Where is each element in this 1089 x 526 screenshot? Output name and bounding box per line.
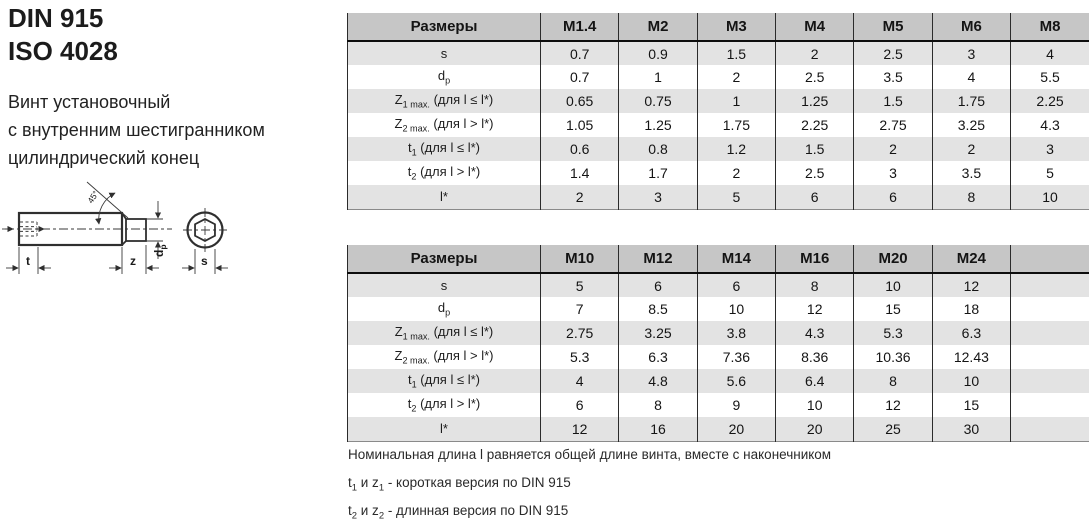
dimension-value: 3.5 — [854, 65, 932, 89]
dimension-row — [348, 273, 1089, 297]
dimension-value: 1 — [697, 89, 775, 113]
dimension-s — [182, 249, 228, 274]
dimension-value — [1011, 273, 1089, 297]
screw-side-view — [2, 182, 172, 274]
s-label: s — [201, 254, 208, 268]
dimension-row — [348, 417, 1089, 441]
dimension-value: 3 — [619, 185, 697, 209]
dimension-row — [348, 89, 1089, 113]
dimension-value: 1.5 — [776, 137, 854, 161]
angle-label: 45° — [85, 188, 101, 206]
dimension-row-label: l* — [348, 417, 541, 441]
dimension-value: 5 — [541, 273, 619, 297]
dimension-value: 2.5 — [776, 161, 854, 185]
dimension-row-label: s — [348, 273, 541, 297]
dimension-value: 5 — [1011, 161, 1089, 185]
dimension-value: 8.5 — [619, 297, 697, 321]
dimension-value: 4.3 — [776, 321, 854, 345]
dimension-value: 3.5 — [932, 161, 1010, 185]
dimensions-table-m1-4-to-m8 — [347, 11, 1089, 210]
dimension-value: 2.5 — [854, 41, 932, 65]
dimension-value: 9 — [697, 393, 775, 417]
dimension-value — [1011, 297, 1089, 321]
size-column-header: M16 — [776, 244, 854, 273]
note-long-version: $t_2$ и $z_2$ - длинная версия по DIN 915 — [348, 502, 569, 522]
dimension-value: 6 — [541, 393, 619, 417]
dimension-value: 4 — [541, 369, 619, 393]
dimension-value: 8.36 — [776, 345, 854, 369]
dimension-value: 7.36 — [697, 345, 775, 369]
dimension-value: 2 — [697, 161, 775, 185]
size-column-header: M12 — [619, 244, 697, 273]
dimension-value: 8 — [854, 369, 932, 393]
version-notes — [348, 472, 571, 526]
dimension-row — [348, 113, 1089, 137]
dimension-value — [1011, 417, 1089, 441]
dimension-value: 0.75 — [619, 89, 697, 113]
dimension-value: 10 — [932, 369, 1010, 393]
size-column-header: M10 — [541, 244, 619, 273]
dimension-value: 6 — [619, 273, 697, 297]
dimension-row — [348, 393, 1089, 417]
dimension-value: 8 — [619, 393, 697, 417]
dimension-value: 0.65 — [541, 89, 619, 113]
size-column-header: M4 — [776, 12, 854, 41]
dimension-value: 4.8 — [619, 369, 697, 393]
size-column-header: M3 — [697, 12, 775, 41]
dimension-value: 1.75 — [697, 113, 775, 137]
screw-end-view — [182, 208, 228, 274]
dimension-value: 5 — [697, 185, 775, 209]
dimension-value — [1011, 369, 1089, 393]
dimension-value: 5.3 — [541, 345, 619, 369]
dimension-value: 3 — [932, 41, 1010, 65]
dimension-value: 2.75 — [541, 321, 619, 345]
dimension-row-label: $Z_{1 max.}$ (для l ≤ l*) — [348, 321, 541, 345]
dimension-row — [348, 321, 1089, 345]
dimension-value: 0.7 — [541, 41, 619, 65]
standard-din: DIN 915 — [8, 3, 104, 33]
dimension-value: 1.75 — [932, 89, 1010, 113]
dimension-value: 0.9 — [619, 41, 697, 65]
dimension-row — [348, 185, 1089, 209]
dimension-value: 10 — [854, 273, 932, 297]
dimension-value: 6.4 — [776, 369, 854, 393]
dimension-value: 2 — [776, 41, 854, 65]
dimension-value: 20 — [776, 417, 854, 441]
dimension-value: 0.6 — [541, 137, 619, 161]
dimension-value: 2.5 — [776, 65, 854, 89]
z-label: z — [130, 254, 136, 268]
dimension-value: 0.8 — [619, 137, 697, 161]
dp-label: $d_p$ — [152, 244, 168, 257]
description-line-2: с внутренним шестигранником — [8, 120, 265, 140]
dimension-value: 1.05 — [541, 113, 619, 137]
dimension-value — [1011, 345, 1089, 369]
dimension-value: 3 — [1011, 137, 1089, 161]
dimension-value: 20 — [697, 417, 775, 441]
dimension-value: 1.25 — [776, 89, 854, 113]
dimension-value: 12 — [854, 393, 932, 417]
dimension-value: 1.5 — [697, 41, 775, 65]
dimension-row-label: $Z_{2 max.}$ (для l > l*) — [348, 345, 541, 369]
dimension-value: 3.25 — [619, 321, 697, 345]
dimension-value: 25 — [854, 417, 932, 441]
dimension-value: 2.75 — [854, 113, 932, 137]
dimension-row — [348, 345, 1089, 369]
dimension-row — [348, 161, 1089, 185]
dimension-value: 1.7 — [619, 161, 697, 185]
dimension-value: 6.3 — [619, 345, 697, 369]
dimension-value: 1 — [619, 65, 697, 89]
size-column-header — [1011, 244, 1089, 273]
dimension-value: 2 — [854, 137, 932, 161]
dimension-value: 4 — [1011, 41, 1089, 65]
dimension-row-label: $d_p$ — [348, 297, 541, 321]
size-column-header: M1.4 — [541, 12, 619, 41]
dimension-value: 12 — [541, 417, 619, 441]
dimension-row — [348, 297, 1089, 321]
dimension-value: 2 — [541, 185, 619, 209]
dimension-value: 6 — [776, 185, 854, 209]
dimension-value: 3 — [854, 161, 932, 185]
dimension-value: 1.25 — [619, 113, 697, 137]
dimension-value: 8 — [776, 273, 854, 297]
size-column-header: M14 — [697, 244, 775, 273]
dimension-value: 1.2 — [697, 137, 775, 161]
dimension-value: 12 — [932, 273, 1010, 297]
dimension-value: 0.7 — [541, 65, 619, 89]
dimension-row-label: $t_1$ (для l ≤ l*) — [348, 369, 541, 393]
size-column-header: M8 — [1011, 12, 1089, 41]
dog-point-tip — [126, 219, 146, 241]
table-corner-header: Размеры — [348, 12, 541, 41]
description-line-3: цилиндрический конец — [8, 148, 200, 168]
size-column-header: M2 — [619, 12, 697, 41]
dimension-value — [1011, 393, 1089, 417]
dimension-row — [348, 369, 1089, 393]
dimension-value: 10 — [776, 393, 854, 417]
dimension-value: 1.5 — [854, 89, 932, 113]
dimension-row-label: $Z_{1 max.}$ (для l ≤ l*) — [348, 89, 541, 113]
technical-drawing — [0, 168, 250, 293]
dimension-value: 2.25 — [1011, 89, 1089, 113]
dimension-value: 10 — [1011, 185, 1089, 209]
note-short-version: $t_1$ и $z_1$ - короткая версия по DIN 915 — [348, 475, 571, 494]
dimension-value: 5.6 — [697, 369, 775, 393]
dimension-row — [348, 65, 1089, 89]
dimension-row-label: $t_2$ (для l > l*) — [348, 161, 541, 185]
dimension-value: 1.4 — [541, 161, 619, 185]
dimension-row-label: $d_p$ — [348, 65, 541, 89]
dimension-value: 6.3 — [932, 321, 1010, 345]
dimension-value — [1011, 321, 1089, 345]
screw-body — [19, 213, 122, 245]
size-column-header: M6 — [932, 12, 1010, 41]
dimension-value: 15 — [854, 297, 932, 321]
dimension-value: 3.8 — [697, 321, 775, 345]
dimension-value: 5.3 — [854, 321, 932, 345]
size-column-header: M5 — [854, 12, 932, 41]
dimension-row-label: s — [348, 41, 541, 65]
note-nominal-length: Номинальная длина l равняется общей длине винта, вместе с наконечником — [348, 447, 832, 462]
dimension-row-label: $t_2$ (для l > l*) — [348, 393, 541, 417]
dimension-value: 10 — [697, 297, 775, 321]
size-column-header: M20 — [854, 244, 932, 273]
dimension-value: 16 — [619, 417, 697, 441]
dimension-value: 5.5 — [1011, 65, 1089, 89]
standards-title — [8, 2, 118, 68]
dimension-value: 6 — [697, 273, 775, 297]
standard-iso: ISO 4028 — [8, 36, 118, 66]
description-line-1: Винт установочный — [8, 92, 171, 112]
dimension-row — [348, 137, 1089, 161]
dimension-value: 3.25 — [932, 113, 1010, 137]
dimension-t — [6, 247, 51, 274]
dimension-value: 8 — [932, 185, 1010, 209]
t-label: t — [26, 254, 30, 268]
dimension-value: 2 — [697, 65, 775, 89]
dimension-value: 2 — [932, 137, 1010, 161]
dimension-value: 4.3 — [1011, 113, 1089, 137]
dimension-value: 7 — [541, 297, 619, 321]
dimension-value: 4 — [932, 65, 1010, 89]
dimension-value: 30 — [932, 417, 1010, 441]
dimension-value: 6 — [854, 185, 932, 209]
dimension-value: 2.25 — [776, 113, 854, 137]
dimensions-table-m10-to-m24 — [347, 243, 1089, 442]
dimension-z — [109, 245, 159, 274]
dimension-row-label: l* — [348, 185, 541, 209]
dimension-value: 18 — [932, 297, 1010, 321]
dimension-value: 12.43 — [932, 345, 1010, 369]
size-column-header: M24 — [932, 244, 1010, 273]
dimension-row — [348, 41, 1089, 65]
dimension-value: 10.36 — [854, 345, 932, 369]
dimension-row-label: $t_1$ (для l ≤ l*) — [348, 137, 541, 161]
product-description — [8, 88, 265, 172]
dimension-value: 12 — [776, 297, 854, 321]
dimension-value: 15 — [932, 393, 1010, 417]
dimension-dp — [146, 201, 168, 259]
table-corner-header: Размеры — [348, 244, 541, 273]
dimension-row-label: $Z_{2 max.}$ (для l > l*) — [348, 113, 541, 137]
